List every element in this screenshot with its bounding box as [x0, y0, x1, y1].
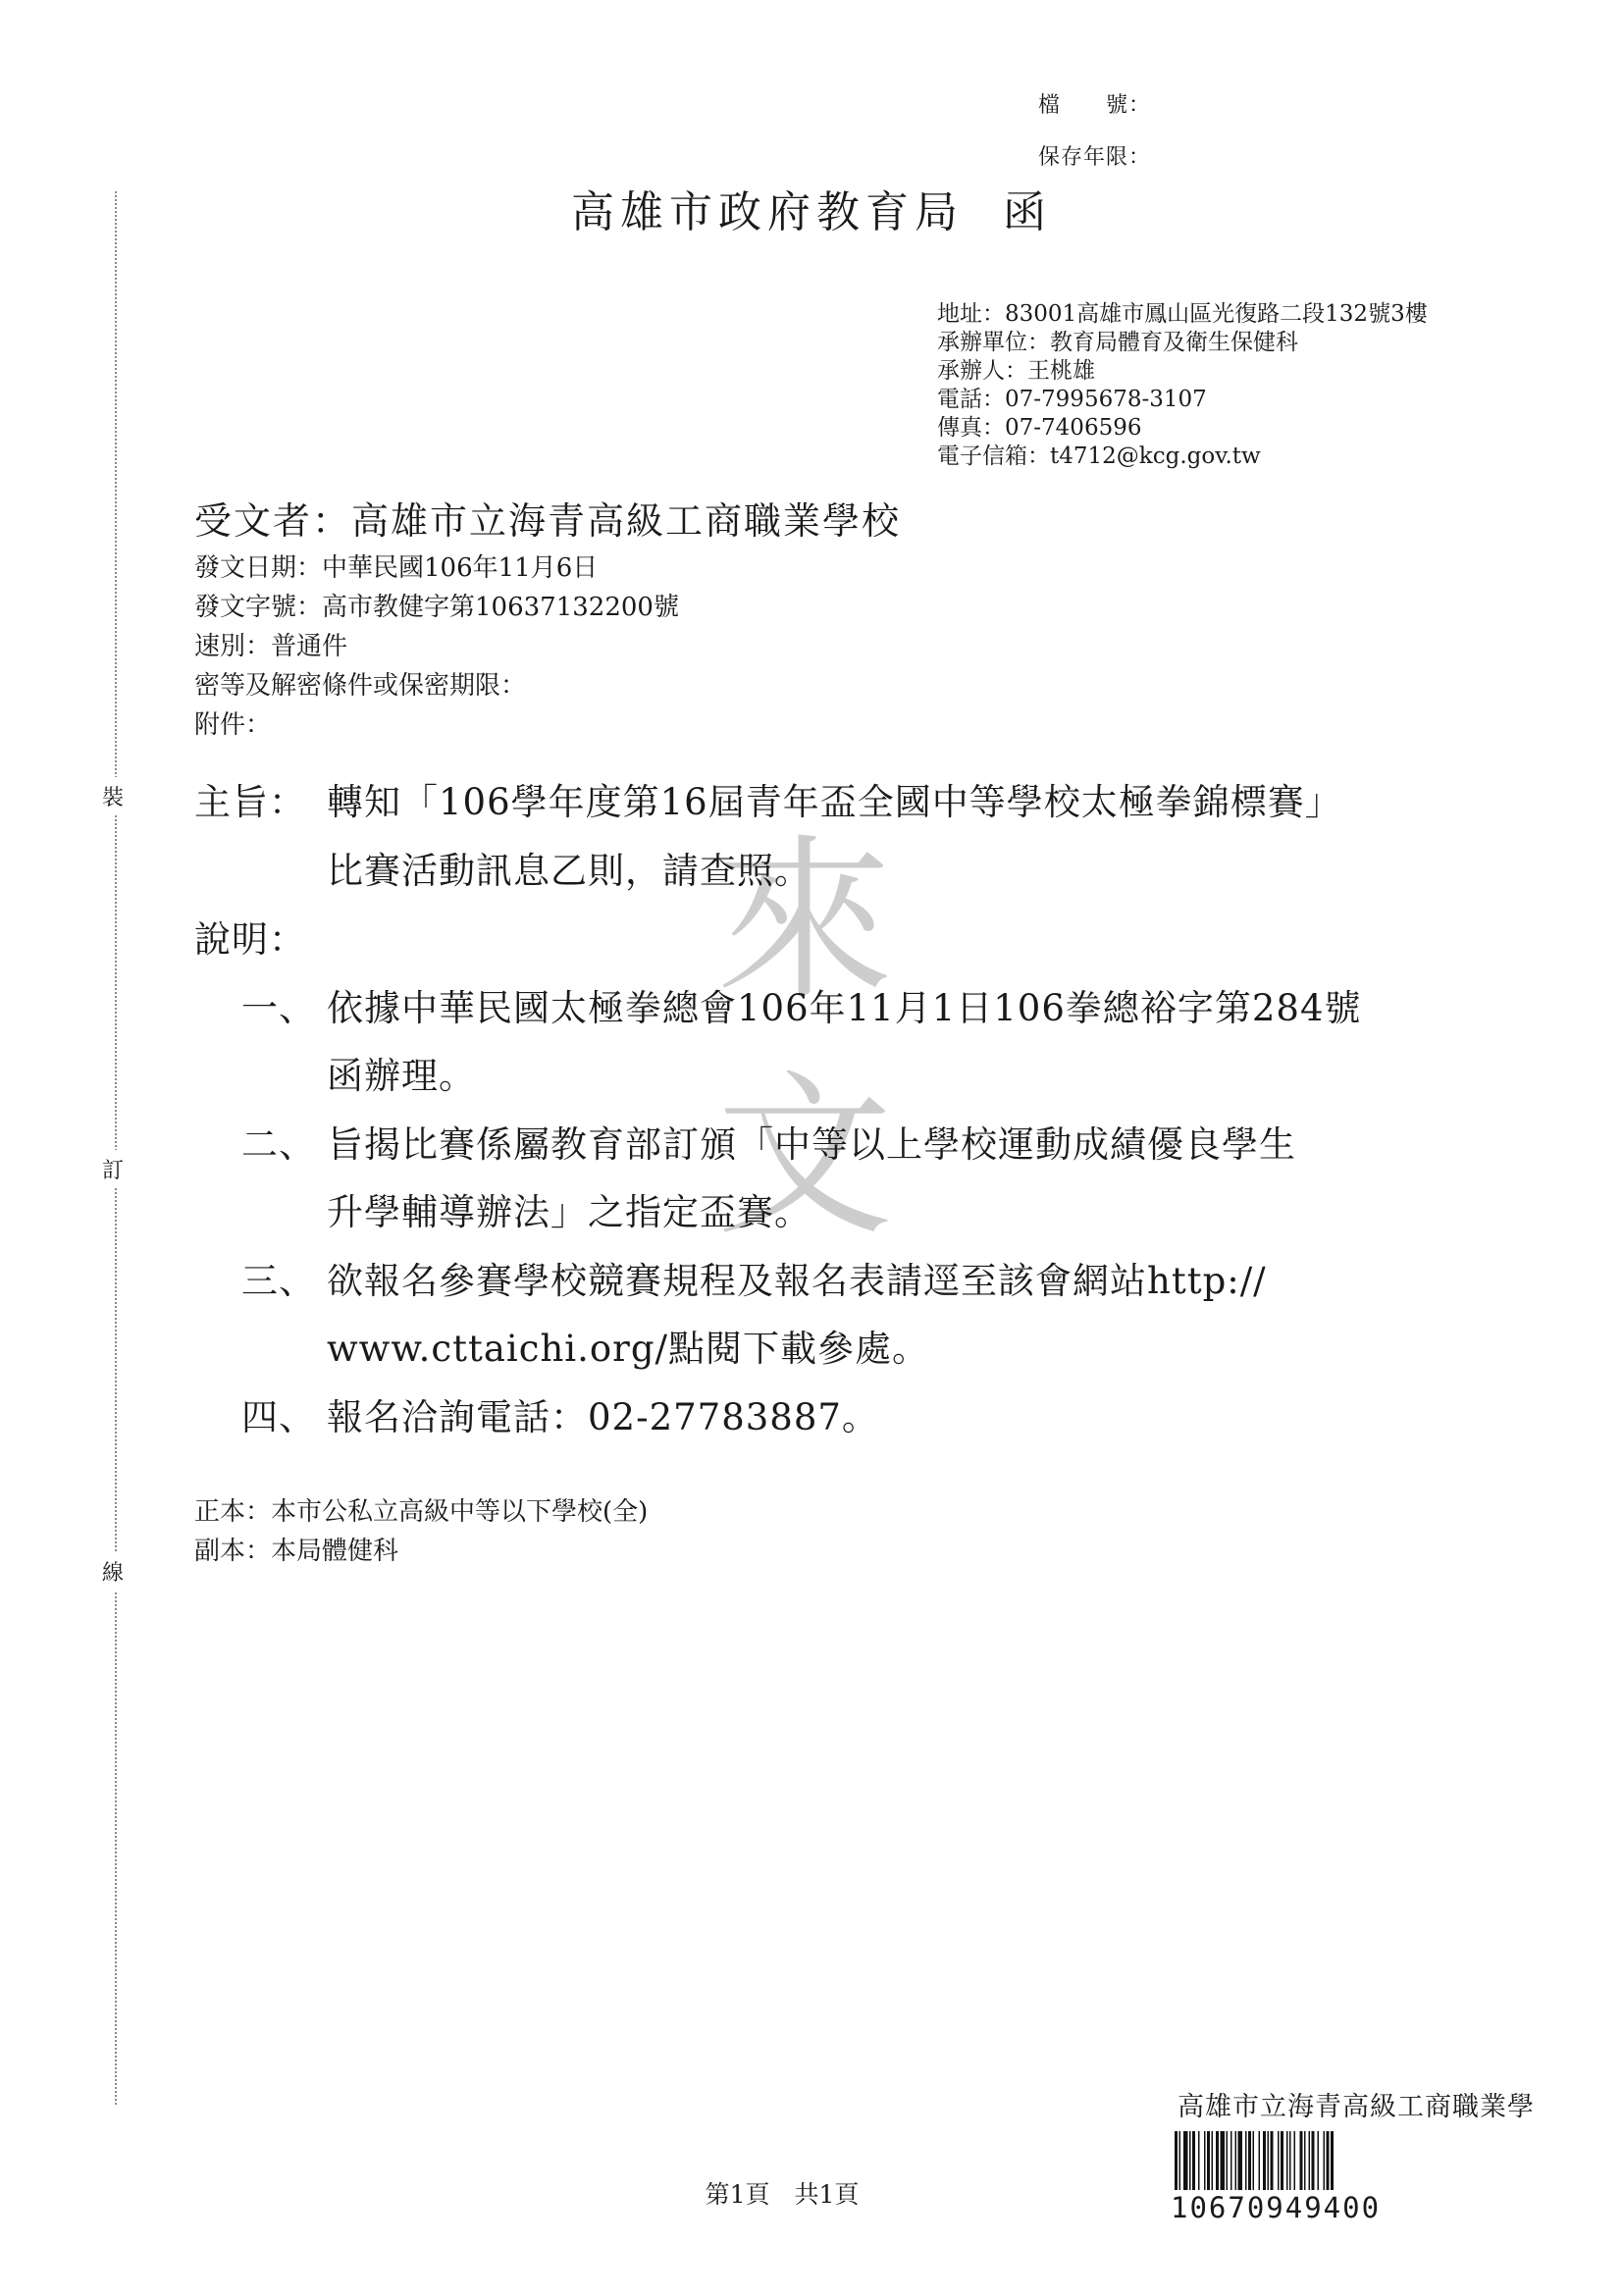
contact-email: 電子信箱：t4712@kcg.gov.tw [937, 444, 1261, 469]
file-number-label: 檔 號： [1038, 93, 1152, 118]
recipient: 受文者：高雄市立海青高級工商職業學校 [194, 499, 902, 543]
item-3-line-1: 欲報名參賽學校競賽規程及報名表請逕至該會網站http:// [327, 1260, 1267, 1302]
barcode-bar [1192, 2131, 1195, 2190]
barcode-bar [1238, 2131, 1243, 2190]
item-2-line-2: 升學輔導辦法」之指定盃賽。 [327, 1191, 812, 1233]
item-1-marker: 一、 [241, 987, 316, 1029]
subject-label: 主旨： [194, 781, 306, 823]
binding-mark-xian: 線 [102, 1552, 124, 1591]
barcode-bar [1216, 2131, 1219, 2190]
item-1-line-2: 函辦理。 [327, 1055, 476, 1097]
barcode-bar [1179, 2131, 1181, 2190]
issue-number: 發文字號：高市教健字第10637132200號 [194, 593, 679, 622]
secrecy-level: 密等及解密條件或保密期限： [194, 671, 527, 701]
subject-line-1: 轉知「106學年度第16屆青年盃全國中等學校太極拳錦標賽」 [327, 781, 1342, 823]
barcode-bar [1183, 2131, 1188, 2190]
barcode-bar [1198, 2131, 1200, 2190]
barcode-bar [1212, 2131, 1214, 2190]
barcode-bar [1304, 2131, 1306, 2190]
barcode-bar [1245, 2131, 1247, 2190]
subject-line-2: 比賽活動訊息乙則，請查照。 [327, 850, 812, 892]
delivery-speed: 速別：普通件 [194, 632, 348, 661]
item-1-line-1: 依據中華民國太極拳總會106年11月1日106拳總裕字第284號 [327, 987, 1362, 1029]
barcode-bar [1286, 2131, 1288, 2190]
distribution-original: 正本：本市公私立高級中等以下學校(全) [194, 1497, 649, 1527]
barcode-school-name: 高雄市立海青高級工商職業學 [1178, 2092, 1535, 2122]
binding-dotted-line [115, 191, 117, 2105]
barcode-bar [1235, 2131, 1237, 2190]
barcode-bar [1331, 2131, 1334, 2190]
barcode-bar [1253, 2131, 1255, 2190]
barcode-bar [1221, 2131, 1226, 2190]
barcode-bar [1312, 2131, 1315, 2190]
barcode-bar [1309, 2131, 1311, 2190]
contact-officer: 承辦人：王桃雄 [937, 358, 1095, 384]
issue-date: 發文日期：中華民國106年11月6日 [194, 553, 599, 583]
barcode-bar [1271, 2131, 1274, 2190]
document-title [0, 177, 1623, 239]
barcode-bar [1204, 2131, 1206, 2190]
barcode-bar [1289, 2131, 1291, 2190]
barcode-bar [1268, 2131, 1270, 2190]
barcode-bar [1227, 2131, 1229, 2190]
contact-address: 地址：83001高雄市鳳山區光復路二段132號3樓 [937, 301, 1428, 327]
watermark-char-bottom: 文 [715, 1055, 893, 1260]
barcode-bar [1207, 2131, 1210, 2190]
item-2-marker: 二、 [241, 1123, 316, 1166]
contact-unit: 承辦單位：教育局體育及衛生保健科 [937, 330, 1298, 355]
retention-period-label: 保存年限： [1038, 145, 1152, 170]
item-3-line-2: www.cttaichi.org/點閱下載參處。 [327, 1328, 929, 1370]
barcode-bar [1259, 2131, 1261, 2190]
barcode-bar [1318, 2131, 1320, 2190]
barcode-bar [1248, 2131, 1251, 2190]
barcode-bar [1324, 2131, 1326, 2190]
barcode-number: 10670949400 [1171, 2191, 1382, 2224]
barcode-bar [1294, 2131, 1296, 2190]
barcode-image [1173, 2131, 1400, 2190]
barcode-bar [1230, 2131, 1232, 2190]
binding-mark-ding: 訂 [102, 1150, 124, 1188]
binding-mark-zhuang: 裝 [102, 777, 124, 815]
agency-name: 高雄市政府教育局 [571, 187, 964, 237]
contact-fax: 傳真：07-7406596 [937, 415, 1142, 441]
contact-phone: 電話：07-7995678-3107 [937, 387, 1207, 412]
barcode-bar [1327, 2131, 1330, 2190]
barcode-bar [1281, 2131, 1283, 2190]
attachment: 附件： [194, 710, 272, 740]
barcode-bar [1278, 2131, 1280, 2190]
distribution-copy: 副本：本局體健科 [194, 1537, 399, 1566]
item-3-marker: 三、 [241, 1260, 316, 1302]
document-type: 函 [1003, 187, 1052, 237]
item-2-line-1: 旨揭比賽係屬教育部訂頒「中等以上學校運動成績優良學生 [327, 1123, 1296, 1166]
barcode-bar [1189, 2131, 1191, 2190]
explanation-label: 說明： [194, 918, 306, 961]
barcode-bar [1300, 2131, 1303, 2190]
barcode-bar [1263, 2131, 1266, 2190]
item-4-marker: 四、 [241, 1396, 316, 1438]
item-4-line-1: 報名洽詢電話：02-27783887。 [327, 1396, 879, 1438]
barcode-bar [1175, 2131, 1178, 2190]
page-number: 第1頁 共1頁 [705, 2180, 860, 2209]
watermark-char-top: 來 [715, 819, 893, 1024]
